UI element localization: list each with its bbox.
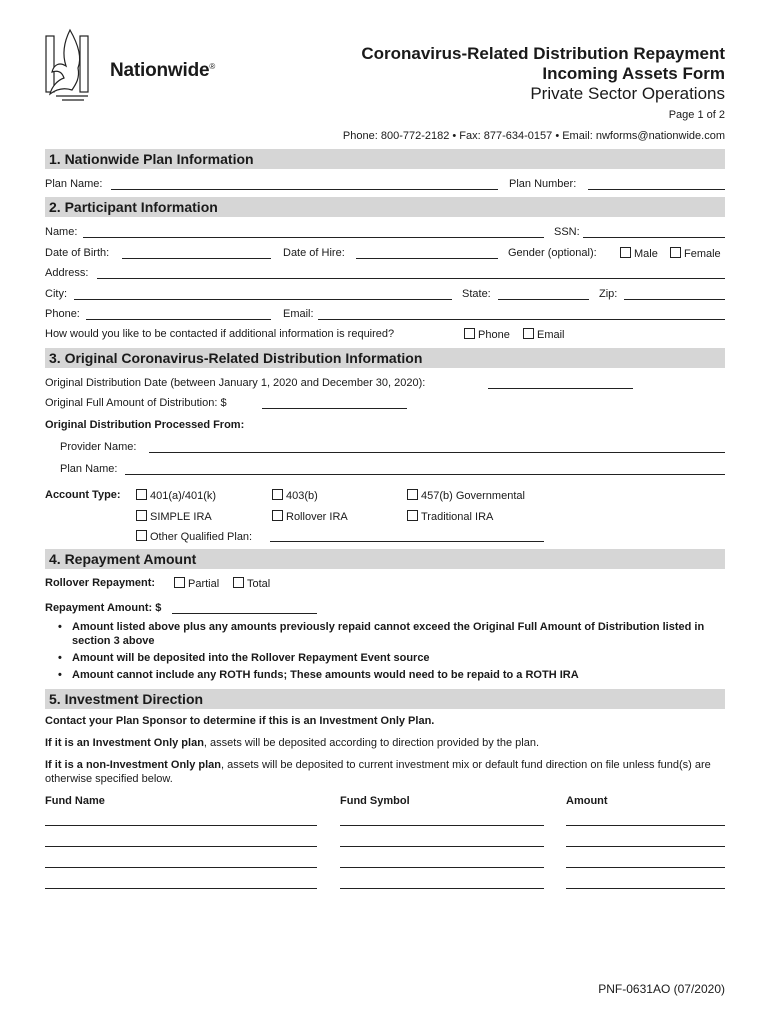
form-title-line2: Incoming Assets Form — [542, 64, 725, 83]
fund-symbol-header: Fund Symbol — [340, 795, 410, 807]
zip-label: Zip: — [599, 288, 618, 300]
email-label: Email: — [283, 308, 314, 320]
account-simple-option[interactable]: SIMPLE IRA — [136, 510, 212, 523]
form-id-footer: PNF-0631AO (07/2020) — [598, 982, 725, 996]
account-rollover-checkbox[interactable] — [272, 510, 283, 521]
total-checkbox[interactable] — [233, 577, 244, 588]
repayment-amount-field[interactable] — [172, 613, 317, 614]
fund-name-field-3[interactable] — [45, 867, 317, 868]
email-field[interactable] — [318, 319, 725, 320]
fund-symbol-field-1[interactable] — [340, 825, 544, 826]
page-number: Page 1 of 2 — [668, 109, 725, 121]
original-plan-name-field[interactable] — [125, 474, 725, 475]
account-rollover-option[interactable]: Rollover IRA — [272, 510, 348, 523]
investment-only-paragraph: If it is an Investment Only plan, assets will be deposited according to direction provided by the plan. — [45, 737, 540, 749]
gender-male-option[interactable]: Male — [620, 247, 658, 260]
form-subtitle: Private Sector Operations — [530, 84, 725, 103]
plan-name-label: Plan Name: — [45, 178, 103, 190]
section-4-header: 4. Repayment Amount — [45, 549, 725, 569]
note-bullet-2: • Amount will be deposited into the Rollover Repayment Event source — [60, 652, 430, 664]
total-option[interactable]: Total — [233, 577, 270, 590]
account-401-option[interactable]: 401(a)/401(k) — [136, 489, 216, 502]
gender-female-option[interactable]: Female — [670, 247, 721, 260]
amount-header: Amount — [566, 795, 608, 807]
repayment-amount-label: Repayment Amount: $ — [45, 602, 162, 614]
phone-label: Phone: — [45, 308, 80, 320]
plan-number-field[interactable] — [588, 189, 725, 190]
note-bullet-3: • Amount cannot include any ROTH funds; These amounts would need to be repaid to a ROTH IRA — [60, 669, 579, 681]
partial-option[interactable]: Partial — [174, 577, 219, 590]
partial-checkbox[interactable] — [174, 577, 185, 588]
contact-phone-checkbox[interactable] — [464, 328, 475, 339]
fund-name-field-1[interactable] — [45, 825, 317, 826]
provider-name-label: Provider Name: — [60, 441, 137, 453]
distribution-date-field[interactable] — [488, 388, 633, 389]
contact-preference-question: How would you like to be contacted if additional information is required? — [45, 328, 395, 340]
section-1-header: 1. Nationwide Plan Information — [45, 149, 725, 169]
account-traditional-option[interactable]: Traditional IRA — [407, 510, 493, 523]
full-amount-label: Original Full Amount of Distribution: $ — [45, 397, 227, 409]
account-traditional-checkbox[interactable] — [407, 510, 418, 521]
plan-number-label: Plan Number: — [509, 178, 577, 190]
full-amount-field[interactable] — [262, 408, 407, 409]
male-checkbox[interactable] — [620, 247, 631, 258]
contact-phone-option[interactable]: Phone — [464, 328, 510, 341]
ssn-label: SSN: — [554, 226, 580, 238]
name-label: Name: — [45, 226, 78, 238]
section-2-header: 2. Participant Information — [45, 197, 725, 217]
fund-amount-field-4[interactable] — [566, 888, 725, 889]
female-checkbox[interactable] — [670, 247, 681, 258]
contact-email-option[interactable]: Email — [523, 328, 565, 341]
dob-field[interactable] — [122, 258, 271, 259]
provider-name-field[interactable] — [149, 452, 725, 453]
address-label: Address: — [45, 267, 89, 279]
state-field[interactable] — [498, 299, 589, 300]
account-other-checkbox[interactable] — [136, 530, 147, 541]
account-type-label: Account Type: — [45, 489, 121, 501]
gender-label: Gender (optional): — [508, 247, 597, 259]
doh-field[interactable] — [356, 258, 498, 259]
city-label: City: — [45, 288, 67, 300]
distribution-date-label: Original Distribution Date (between January 1, 2020 and December 30, 2020): — [45, 377, 426, 389]
phone-field[interactable] — [86, 319, 271, 320]
dob-label: Date of Birth: — [45, 247, 110, 259]
section-3-header: 3. Original Coronavirus-Related Distribution Information — [45, 348, 725, 368]
fund-name-field-2[interactable] — [45, 846, 317, 847]
name-field[interactable] — [83, 237, 544, 238]
plan-sponsor-note: Contact your Plan Sponsor to determine if this is an Investment Only Plan. — [45, 715, 435, 727]
zip-field[interactable] — [624, 299, 725, 300]
other-plan-field[interactable] — [270, 541, 544, 542]
fund-amount-field-2[interactable] — [566, 846, 725, 847]
ssn-field[interactable] — [583, 237, 725, 238]
doh-label: Date of Hire: — [283, 247, 345, 259]
account-other-option[interactable]: Other Qualified Plan: — [136, 530, 252, 543]
account-457-checkbox[interactable] — [407, 489, 418, 500]
nationwide-eagle-logo — [44, 28, 96, 102]
rollover-repayment-label: Rollover Repayment: — [45, 577, 156, 589]
state-label: State: — [462, 288, 491, 300]
processed-from-label: Original Distribution Processed From: — [45, 419, 245, 431]
form-title-line1: Coronavirus-Related Distribution Repayment — [361, 44, 725, 63]
account-457-option[interactable]: 457(b) Governmental — [407, 489, 525, 502]
fund-symbol-field-3[interactable] — [340, 867, 544, 868]
address-field[interactable] — [97, 278, 725, 279]
brand-name: Nationwide® — [110, 60, 216, 81]
fund-symbol-field-2[interactable] — [340, 846, 544, 847]
note-bullet-1: • Amount listed above plus any amounts previously repaid cannot exceed the Original Full Amount of Distribution listed in section 3 above — [60, 620, 725, 648]
fund-amount-field-1[interactable] — [566, 825, 725, 826]
account-simple-checkbox[interactable] — [136, 510, 147, 521]
fund-symbol-field-4[interactable] — [340, 888, 544, 889]
account-403-checkbox[interactable] — [272, 489, 283, 500]
city-field[interactable] — [74, 299, 452, 300]
account-403-option[interactable]: 403(b) — [272, 489, 318, 502]
account-401-checkbox[interactable] — [136, 489, 147, 500]
contact-email-checkbox[interactable] — [523, 328, 534, 339]
section-5-header: 5. Investment Direction — [45, 689, 725, 709]
contact-info: Phone: 800-772-2182 • Fax: 877-634-0157 • Email: nwforms@nationwide.com — [342, 130, 725, 142]
plan-name-field[interactable] — [111, 189, 498, 190]
fund-amount-field-3[interactable] — [566, 867, 725, 868]
fund-name-header: Fund Name — [45, 795, 105, 807]
original-plan-name-label: Plan Name: — [60, 463, 118, 475]
fund-name-field-4[interactable] — [45, 888, 317, 889]
non-investment-only-paragraph: If it is a non-Investment Only plan, assets will be deposited to current investment mix or default fund direction on file unless fund(s) are otherwise specified below. — [45, 759, 711, 785]
